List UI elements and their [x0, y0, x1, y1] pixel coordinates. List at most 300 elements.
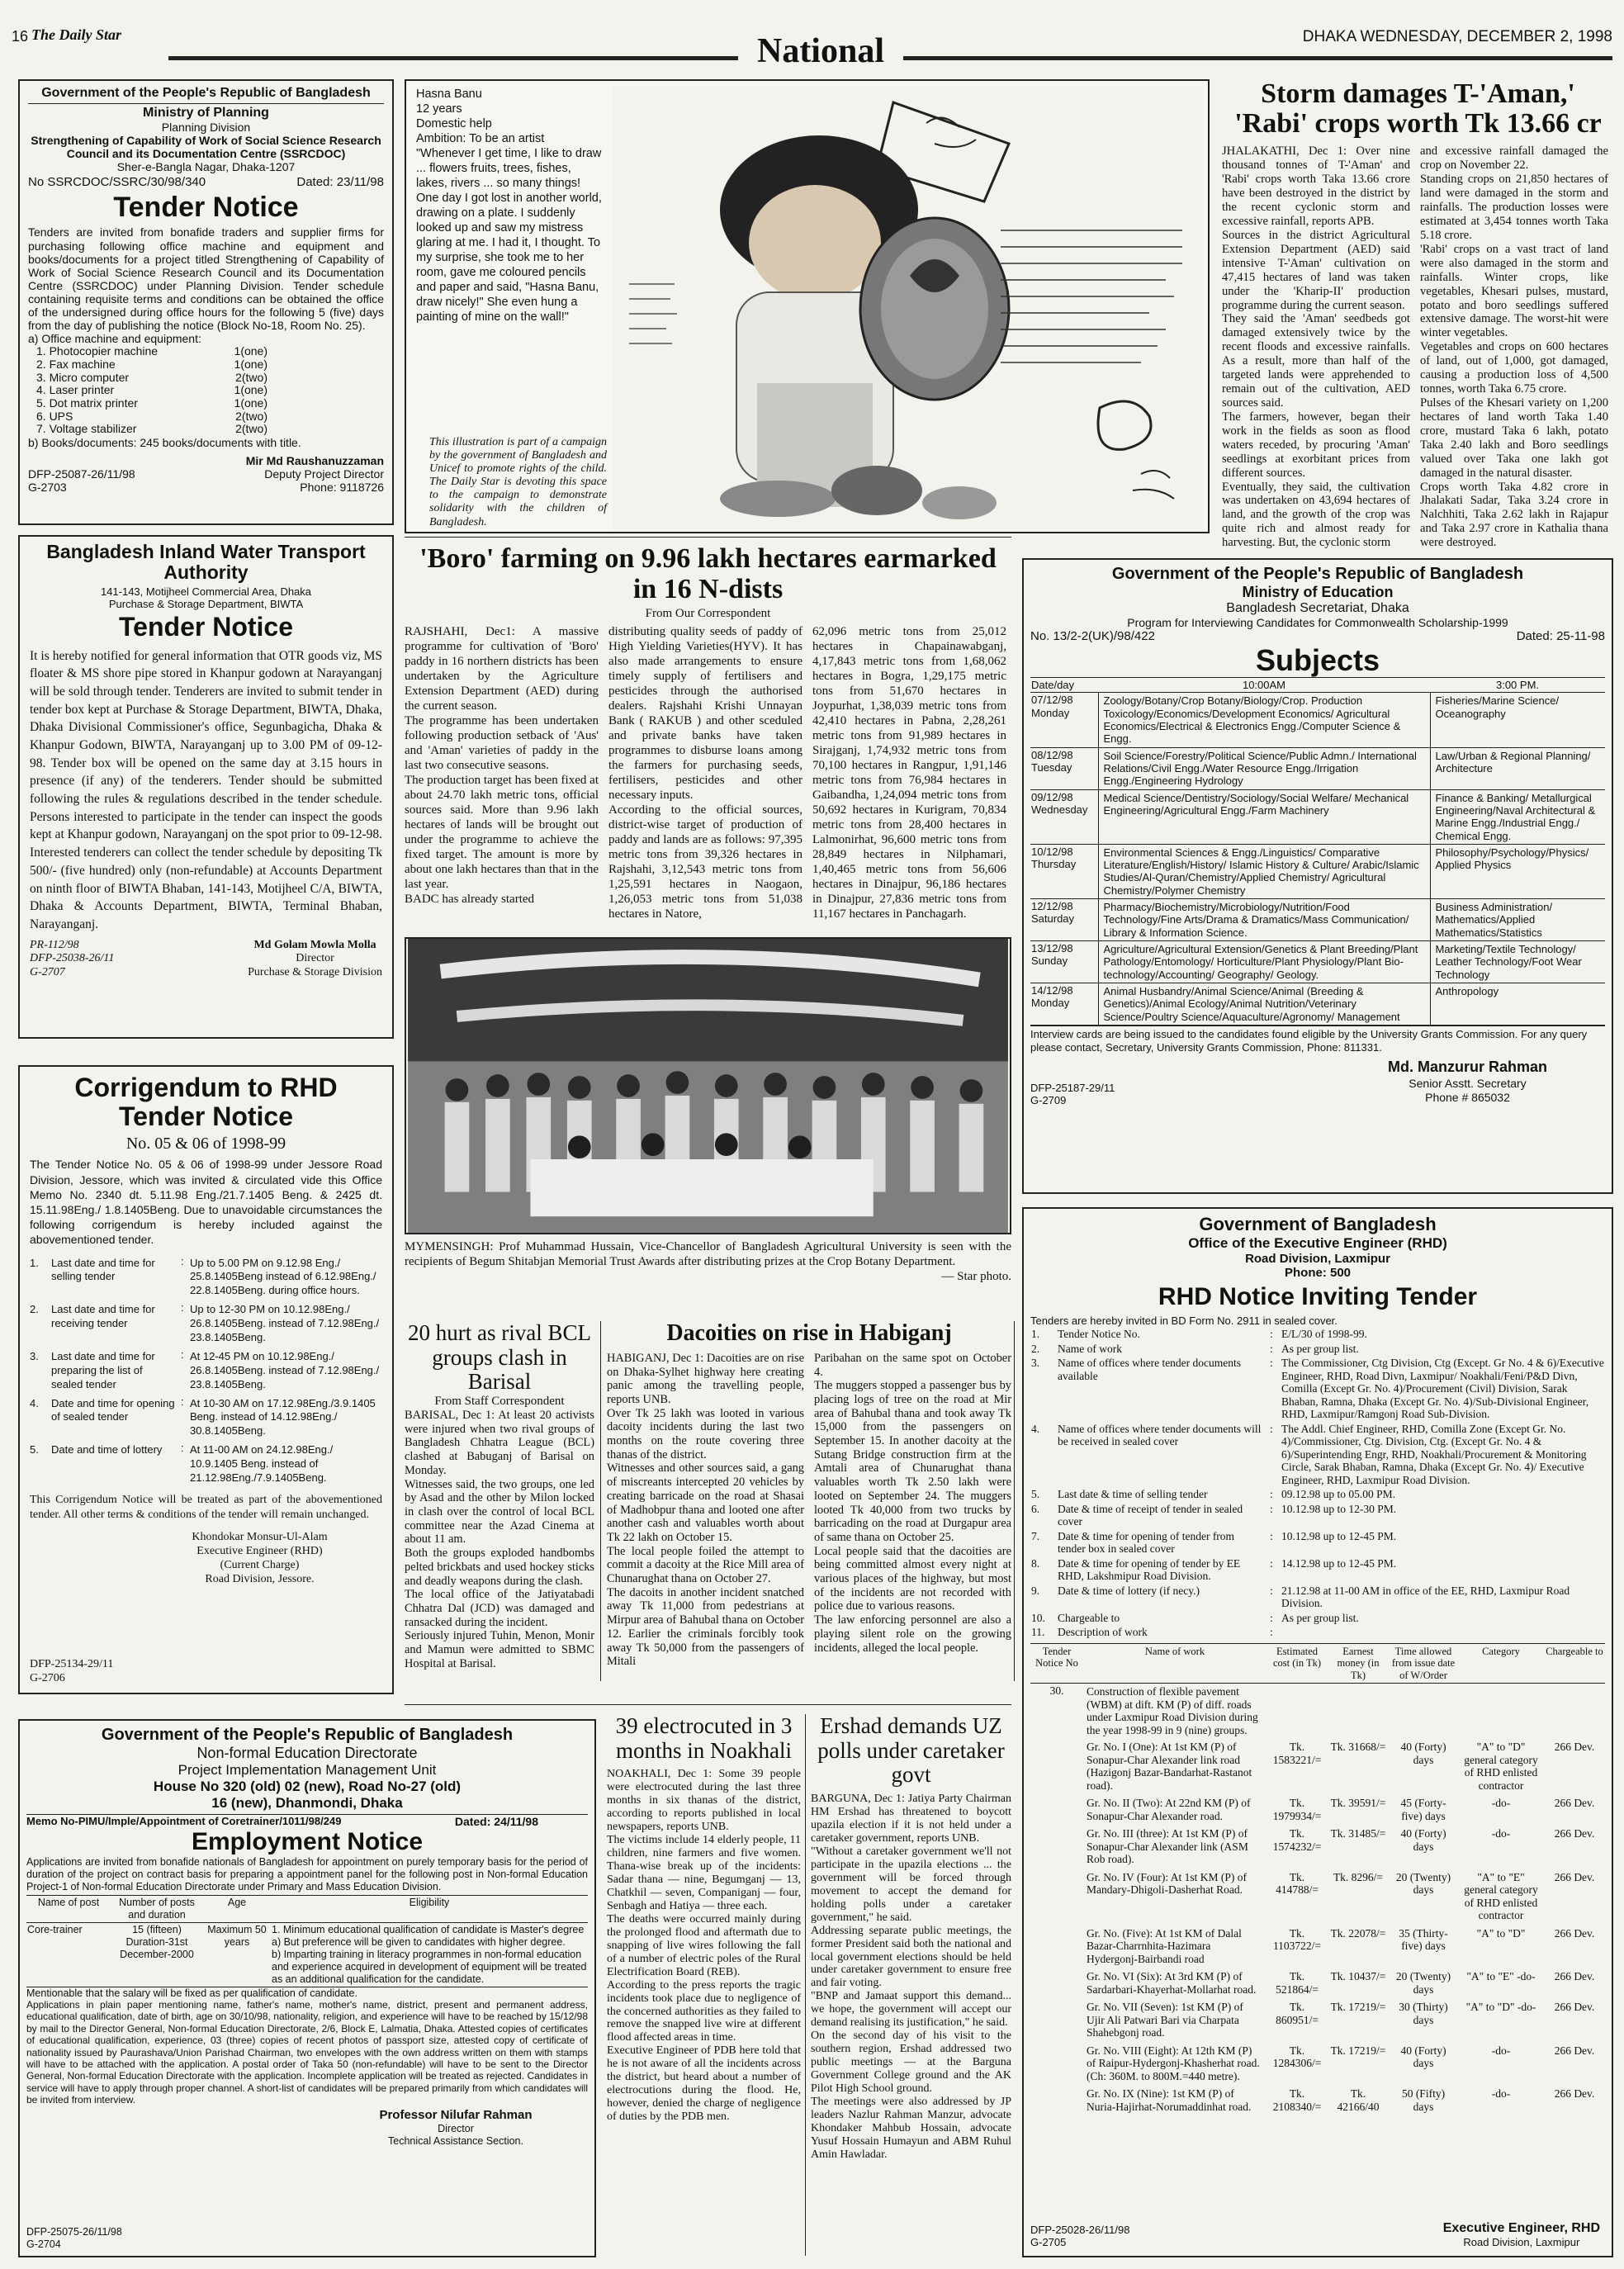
ad-phone: Phone: 9118726 — [300, 480, 384, 494]
habiganj-col-1: HABIGANJ, Dec 1: Dacoities are on rise on Dhaka-Sylhet highway here creating panic among the travelling people, reports UNB. Over Tk 25 lakh was looted in various dacoity incidents during the last two months on the route covering three thanas of the district. Witnesses and other sources said, a gang of miscreants intercepted 20 vehicles by creating barricade on the road at Shasai of Madhobpur thana and looted one after another cash and valuables worth about Tk 22 lakh on October 15. The local people foiled the attempt to commit a dacoity at the Rice Mill area of Chunarughat thana on October 27. The dacoits in another incident snatched away Tk 11,000 from pedestrians at Mirpur area of Bahubal thana on October 12. Earlier the criminals forcibly took away Tk 50,000 from the passengers of Mitali — [607, 1351, 804, 1669]
rhdt-th: Estimated cost (in Tk) — [1272, 1645, 1322, 1670]
rhdt-empty-cell — [1030, 1825, 1083, 1869]
nfe-elig-item: a) But preference will be given to candidates with higher degree. — [272, 1936, 566, 1948]
edu-row-am: Pharmacy/Biochemistry/Microbiology/Nutrition/Food Technology/Fine Arts/Drama & Dramatics/Mass Communication/ Library & Information Science. — [1098, 899, 1430, 941]
nfe-date: Dated: 24/11/98 — [454, 1815, 538, 1828]
nfe-post: Core-trainer — [27, 1924, 83, 1935]
equipment-qty: 1(one) — [234, 383, 268, 397]
equipment-item — [36, 397, 268, 410]
edu-row-date-cell — [1030, 983, 1098, 1026]
biwta-pr: PR-112/98 — [30, 938, 79, 951]
biwta-address: 141-143, Motijheel Commercial Area, Dhaka — [100, 585, 312, 598]
corr-dfp: DFP-25134-29/11 — [30, 1658, 114, 1671]
table-row — [30, 1300, 382, 1348]
rhdt-group-est: Tk. 414788/= — [1276, 1870, 1319, 1897]
edu-row-date: 07/12/98 — [1031, 694, 1073, 707]
award-credit: — Star photo. — [941, 1270, 1011, 1283]
equipment-item — [36, 384, 268, 397]
rhdt-div: Road Division, Laxmipur — [1245, 1252, 1390, 1266]
rhdt-group-est: Tk. 1574232/= — [1272, 1827, 1322, 1853]
storm-col-2: and excessive rainfall damaged the crop on November 22. Standing crops on 21,850 hectares of land were damaged in the storm and rainfalls. The production losses were estimated at 3,454 tonnes worth Taka 5.18 crore. 'Rabi' crops on a vast tract of land were also damaged in the storm and rainfalls. Winter crops, like vegetables, Khesari pulses, mustard, potato and boro seedlings suffered extensive damage. The worst-hit were winter vegetables. Vegetables and crops on 600 hectares of land, out of 1,000, got damaged, causing a production loss of 4,500 tonnes, worth Taka 6.75 crore. Pulses of the Khesari variety on 1,200 hectares of land worth Taka 1.40 crore, mustard Taka 6 lakh, potato Taka 2.40 lakh and Boro seedlings valued over Taka one lakh got damaged in the natural disaster. Crops worth Taka 4.82 crore in Jhalakati Sadar, Taka 3.24 crore in Nalchhiti, Taka 2.62 lakh in Rajapur and Taka 2.97 crore in Kathalia thana were destroyed. — [1420, 144, 1608, 550]
edu-row-am: Environmental Sciences & Engg./Linguistics/ Comparative Literature/English/History/ Islamic History & Culture/ Arabic/Islamic Studies/Al-Quran/Chemistry/Applied Chemistry/ Agricultural Chemistry/Polymer Chemistry — [1098, 844, 1430, 898]
equipment-qty: 1(one) — [234, 344, 268, 358]
biwta-signer-title: Director — [296, 952, 334, 965]
rhdt-group-earnest: Tk. 39591/= — [1330, 1797, 1386, 1810]
nfe-title: Employment Notice — [191, 1828, 424, 1855]
rhdt-empty-cell — [1030, 1925, 1083, 1968]
table-row — [30, 1254, 382, 1301]
table-row — [1030, 2042, 1605, 2086]
table-row — [1030, 693, 1605, 747]
nfe-employment-ad — [18, 1719, 596, 2257]
table-row — [1030, 1925, 1605, 1968]
storm-article — [1222, 78, 1614, 550]
nfe-eligibility — [271, 1923, 588, 1987]
rhdt-group-est: Tk. 1979934/= — [1272, 1797, 1322, 1822]
rhdt-group-est: Tk. 1284306/= — [1272, 2044, 1322, 2070]
rhdt-field-num: 3. — [1031, 1357, 1040, 1370]
nfe-th: Name of post — [37, 1897, 100, 1908]
rhdt-signer: Executive Engineer, RHD — [1442, 2221, 1600, 2236]
bcl-article — [405, 1321, 594, 1684]
equipment-qty: 1(one) — [234, 396, 268, 410]
nfe-memo: Memo No-PIMU/Imple/Appointment of Coretrainer/1011/98/249 — [26, 1815, 342, 1827]
rhdt-empty-cell — [1030, 2042, 1083, 2086]
rhdt-group-charge: 266 Dev. — [1554, 1870, 1595, 1883]
rhdt-group-cat: "A" to "E" -do- — [1466, 1970, 1536, 1983]
edu-row-date-cell — [1030, 899, 1098, 941]
rhdt-field-num: 4. — [1031, 1422, 1040, 1435]
rhdt-empty-cell — [1030, 1869, 1083, 1925]
rhdt-empty-cell — [1030, 2085, 1083, 2115]
rhdt-field-key: Date & time for opening of tender from tender box in sealed cover — [1058, 1529, 1235, 1556]
award-photo-block — [405, 937, 1011, 1313]
table-row — [1030, 2085, 1605, 2115]
rhdt-empty-cell — [1458, 1683, 1544, 1738]
rhdt-empty-cell — [1030, 1968, 1083, 1998]
equipment-name: 6. UPS — [36, 409, 73, 423]
edu-row-date-cell — [1030, 844, 1098, 898]
ershad-headline: Ershad demands UZ polls under caretaker govt — [817, 1713, 1005, 1788]
nfe-unit: Project Implementation Management Unit — [178, 1762, 437, 1778]
rhdt-group-cat: -do- — [1491, 1797, 1511, 1810]
rhdt-field-sep: : — [1270, 1342, 1273, 1355]
edu-th-am: 10:00AM — [1242, 678, 1286, 691]
equipment-item — [36, 345, 268, 358]
edu-date: Dated: 25-11-98 — [1516, 629, 1605, 643]
corr-title-2: Tender Notice — [119, 1101, 293, 1132]
habiganj-headline: Dacoities on rise in Habiganj — [666, 1320, 952, 1346]
edu-row-pm: Business Administration/ Mathematics/Applied Mathematics/Statistics — [1430, 899, 1605, 941]
edu-row-date-cell — [1030, 941, 1098, 983]
ad-project: Strengthening of Capability of Work of Social Science Research Council and its Documentation Centre (SSRCDOC) — [31, 134, 381, 161]
rhdt-group-work: Gr. No. (Five): At 1st KM of Dalal Bazar-Charrnhita-Hazimara Hydergonj-Bairbandi road — [1087, 1926, 1242, 1965]
edu-program: Program for Interviewing Candidates for Commonwealth Scholarship-1999 — [1127, 616, 1508, 629]
rhdt-group-work: Gr. No. IV (Four): At 1st KM (P) of Mandary-Dhigoli-Dasherhat Road. — [1087, 1870, 1248, 1897]
rhdt-field-key: Date & time of receipt of tender in sealed cover — [1058, 1502, 1243, 1528]
edu-note: Interview cards are being issued to the candidates found eligible by the University Grants Commission. For any query please contact, Secretary, University Grants Commission, Phone: 811331. — [1030, 1026, 1605, 1054]
planning-tender-ad — [18, 79, 394, 525]
corr-row-key: Last date and time for selling tender — [51, 1256, 155, 1283]
rhdt-field-num: 7. — [1031, 1529, 1040, 1542]
table-row — [1030, 899, 1605, 941]
biwta-signer: Md Golam Mowla Molla — [253, 938, 376, 951]
corr-title-1: Corrigendum to RHD — [74, 1073, 338, 1102]
equipment-qty: 2(two) — [235, 422, 268, 436]
edu-row-date-cell — [1030, 747, 1098, 789]
rhd-tender-ad — [1022, 1207, 1613, 2257]
edu-ministry: Ministry of Education — [1242, 584, 1394, 600]
table-row — [1030, 1998, 1605, 2042]
rhdt-group-earnest: Tk. 22078/= — [1330, 1926, 1386, 1940]
corr-table — [30, 1254, 382, 1488]
rhdt-group-earnest: Tk. 31668/= — [1330, 1741, 1386, 1754]
table-row — [1030, 1683, 1605, 1738]
edu-row-pm: Law/Urban & Regional Planning/ Architecture — [1430, 747, 1605, 789]
rhdt-field-key: Name of offices where tender documents available — [1058, 1357, 1242, 1382]
table-row — [1030, 1487, 1605, 1502]
rhdt-g-code: G-2705 — [1030, 2236, 1067, 2249]
rhdt-group-time: 50 (Fifty) days — [1401, 2087, 1446, 2113]
equipment-name: 4. Laser printer — [36, 383, 115, 397]
biwta-dfp: DFP-25038-26/11 — [30, 952, 115, 965]
rhdt-field-value: As per group list. — [1281, 1611, 1359, 1624]
rhdt-group-charge: 266 Dev. — [1554, 2087, 1595, 2101]
page-number: 16 — [12, 28, 29, 45]
nfe-signer-sub: Technical Assistance Section. — [388, 2134, 523, 2147]
corr-signer-sub: (Current Charge) — [220, 1558, 300, 1571]
rhdt-group-time: 20 (Twenty) days — [1395, 1870, 1451, 1897]
corr-row-sep: : — [181, 1442, 184, 1455]
edu-row-date: 09/12/98 — [1031, 790, 1073, 803]
rhdt-field-key: Description of work — [1058, 1626, 1148, 1639]
nfe-th: Number of posts and duration — [119, 1897, 195, 1921]
table-row — [1030, 789, 1605, 844]
rhdt-group-earnest: Tk. 17219/= — [1330, 2001, 1386, 2014]
rhdt-field-value — [1281, 1625, 1605, 1640]
biwta-org: Bangladesh Inland Water Transport Authority — [46, 541, 366, 584]
edu-th-date: Date/day — [1031, 678, 1075, 691]
ad-gov: Government of the People's Republic of Bangladesh — [28, 86, 384, 104]
biwta-body: It is hereby notified for general information that OTR goods viz, MS floater & MS shore pipe stored in Khanpur godown at Narayanganj will be sold through tender. Tenderers are invited to submit tender in tender box kept at Purchase & Storage Department, BIWTA, Dhaka, Dhaka Divisional Commissioner's office, Segunbagicha, Dhaka & Khanpur Godown, BIWTA, Narayanganj up to 3.00 PM of 09-12-98. Tender box will be opened on the same day at 3.15 hours in presence (if any) of the tenderers. Tender should be submitted following the rules & regulations described in the tender schedule. Persons interested to participate in the tender can inspect the goods kept at Khanpur godown, Narayanganj on the spot prior to 09-12-98. Interested tenderers can collect the tender schedule by depositing Tk 500/- (five hundred) only (non-refundable) at Accounts Department on ninth floor of BIWTA Bhaban, 141-143, Motijheel C/A, BIWTA, Dhaka & Accounts Department, BIWTA, Terminal Bhaban, Narayanganj. — [30, 648, 383, 931]
rhdt-group-charge: 266 Dev. — [1554, 1741, 1595, 1754]
corr-row-value: At 10-30 AM on 17.12.98Eng./3.9.1405 Beng. instead of 14.12.98Eng./ 30.8.1405Beng. — [190, 1396, 376, 1438]
rhdt-empty-cell — [1544, 1683, 1605, 1738]
corr-row-key: Last date and time for preparing the list of sealed tender — [51, 1349, 155, 1390]
edu-row-date-cell — [1030, 693, 1098, 747]
rhdt-group-earnest: Tk. 31485/= — [1330, 1827, 1386, 1840]
edu-row-am: Zoology/Botany/Crop Botany/Biology/Crop. Production Toxicology/Economics/Development Economics/ Agricultural Economics/Electrical & Electronics Engg./Computer Science & Engg. — [1098, 693, 1430, 747]
rhdt-group-charge: 266 Dev. — [1554, 1797, 1595, 1810]
unicef-illustration — [613, 86, 1203, 530]
nfe-body: Applications in plain paper mentioning name, father's name, mother's name, district, present and permanent address, educational qualification, date of birth, age on 30/10/98, nationality, religion, and experience will have to be reached by 15/12/98 by mail to the Director General, Non-formal Education Directorate, 2/6, Block E, Lalmatia, Dhaka. Attested copies of certificates of educational qualification, experience, 03 (three) copies of recent photos of passport size, attested copy of certificate of nationality issued by Paurashava/Union Parishad Chairman, two envelopes with the own address written on them with stamps will have to be attached with the application. A postal order of Taka 50 (non-refundable) will have to be sent to the Director General, Non-formal Education Directorate with the application. Incomplete application will be treated as rejected. Candidates in service will have to apply through proper channel. A short-list of candidates will be prepared primarily from which candidates will be invited from interview. — [26, 1999, 588, 2106]
rhdt-field-key: Name of offices where tender documents will be received in sealed cover — [1058, 1422, 1262, 1448]
equipment-item — [36, 410, 268, 424]
edu-row-day: Tuesday — [1031, 760, 1072, 774]
rhdt-field-value: 09.12.98 up to 05.00 PM. — [1281, 1488, 1396, 1501]
rhdt-field-sep: : — [1270, 1422, 1273, 1435]
table-row — [1030, 983, 1605, 1026]
rhdt-field-sep: : — [1270, 1584, 1273, 1597]
table-row — [30, 1395, 382, 1442]
nfe-house: House No 320 (old) 02 (new), Road No-27 (old) — [153, 1779, 462, 1794]
noakhali-article — [607, 1714, 801, 2259]
rhdt-group-work: Gr. No. II (Two): At 22nd KM (P) of Sonapur-Char Alexander road. — [1087, 1797, 1251, 1822]
edu-signer: Md. Manzurur Rahman — [1387, 1059, 1547, 1076]
corr-row-key: Date and time of lottery — [51, 1443, 163, 1457]
rhdt-field-value: The Addl. Chief Engineer, RHD, Comilla Zone (Except Gr. No. 4)/Commissioner, Ctg. Division, Ctg. (Except Gr. No. 4 & 6)/Superintending Engr, RHD, Noakhali/Procurement & Monitoring Circle, Sarak Bhaban, Ramna, Dhaka (Except Gr. No. 4)/ Executive Engineer, RHD, Laxmipur Road Division. — [1281, 1422, 1587, 1486]
edu-row-day: Thursday — [1031, 858, 1077, 871]
noakhali-headline: 39 electrocuted in 3 months in Noakhali — [615, 1713, 793, 1763]
rhdt-field-sep: : — [1270, 1626, 1273, 1639]
edu-row-date: 12/12/98 — [1031, 900, 1073, 913]
equipment-qty: 2(two) — [235, 409, 268, 423]
ershad-body: BARGUNA, Dec 1: Jatiya Party Chairman HM Ershad has threatened to boycott upazila election if it is not held under a caretaker government, reports UNB. "Without a caretaker government we'll not participate in the upazila elections ... the government will be forced through movement to accept the demand for holding polls under a caretaker government," he said. Addressing separate public meetings, the former President said both the national and local government elections should be held under caretaker government to ensure free and fair voting. "BNP and Jamaat support this demand... we hope, the government will accept our demand realising its justification," he said. On the second day of his visit to the southern region, Ershad addressed two public meetings — at the Barguna Government College ground and the AK Pilot High School ground. The meetings were also addressed by JP leaders Nazlur Rahman Manzur, advocate Khondaker Mahbub Hossain, advocate Yusuf Hossain Humayun and ABM Ruhul Amin Hawladar. — [811, 1793, 1011, 2161]
education-subjects-ad — [1022, 558, 1613, 1194]
rhdt-th: Time allowed from issue date of W/Order — [1391, 1645, 1456, 1681]
nfe-elig-item: b) Imparting training in literacy programmes in non-formal education and experience acquired in development of equipment will be treated as an additional qualification for the candidate. — [272, 1949, 587, 1985]
ad-ministry: Ministry of Planning — [143, 106, 269, 120]
edu-row-pm: Marketing/Textile Technology/ Leather Technology/Foot Wear Technology — [1430, 941, 1605, 983]
edu-ref-no: No. 13/2-2(UK)/98/422 — [1030, 629, 1155, 643]
corr-row-value: Up to 5.00 PM on 9.12.98 Eng./ 25.8.1405Beng instead of 6.12.98Eng./ 22.8.1405Beng. during office hours. — [190, 1256, 376, 1297]
edu-dfp: DFP-25187-29/11 — [1030, 1082, 1115, 1095]
masthead — [12, 23, 1612, 71]
award-caption-text: MYMENSINGH: Prof Muhammad Hussain, Vice-Chancellor of Bangladesh Agricultural University is seen with the recipients of Begum Shitabjan Memorial Trust Awards after distributing prizes at the Crop Botany Department. — [405, 1240, 1011, 1268]
edu-address: Bangladesh Secretariat, Dhaka — [1226, 601, 1409, 615]
rhdt-group-earnest: Tk. 17219/= — [1330, 2044, 1386, 2057]
corr-row-sep: : — [181, 1254, 184, 1267]
nfe-elig-item: 1. Minimum educational qualification of candidate is Master's degree — [272, 1924, 585, 1935]
rhdt-field-num: 6. — [1031, 1502, 1040, 1515]
rhdt-dfp: DFP-25028-26/11/98 — [1030, 2223, 1130, 2236]
corr-row-sep: : — [181, 1348, 184, 1361]
edu-row-date-cell — [1030, 789, 1098, 844]
rhdt-group-no: 30. — [1049, 1684, 1064, 1697]
rhdt-group-cat: "A" to "E" general category of RHD enlisted contractor — [1464, 1870, 1538, 1922]
equipment-item — [36, 358, 268, 372]
nfe-gov: Government of the People's Republic of Bangladesh — [101, 1726, 514, 1744]
table-row — [1030, 1342, 1605, 1357]
section-title: National — [756, 32, 884, 70]
rhdt-group-est: Tk. 2108340/= — [1272, 2087, 1322, 2113]
dateline: DHAKA WEDNESDAY, DECEMBER 2, 1998 — [1302, 28, 1612, 45]
ad-date: Dated: 23/11/98 — [296, 175, 384, 190]
unicef-caption: Hasna Banu 12 years Domestic help Ambition: To be an artist "Whenever I get time, I like to draw ... flowers fruits, trees, fishes, lakes, rivers ... so many things! One day I got lost in another world, drawing on a plate. I suddenly looked up and saw my mistress glaring at me. I had it, I thought. To my surprise, she took me to her room, gave me coloured pencils and paper and said, "Hasna Banu, draw nicely!" She even hung a painting of mine on the wall!" — [416, 88, 602, 324]
rhdt-group-cat: -do- — [1491, 1827, 1511, 1840]
rhdt-gov: Government of Bangladesh — [1199, 1214, 1437, 1234]
nfe-age: Maximum 50 years — [207, 1924, 267, 1948]
table-row — [1030, 1584, 1605, 1611]
corr-signer: Khondokar Monsur-Ul-Alam — [192, 1531, 328, 1544]
edu-row-date: 10/12/98 — [1031, 845, 1073, 858]
rhdt-group-work: Gr. No. III (three): At 1st KM (P) of Sonapur-Char Alexander link (ASM Rob road). — [1087, 1827, 1248, 1866]
corr-row-key: Last date and time for receiving tender — [51, 1303, 155, 1330]
equipment-qty: 1(one) — [234, 357, 268, 371]
biwta-title: Tender Notice — [119, 611, 293, 642]
rhdt-group-cat: "A" to "D" -do- — [1465, 2001, 1536, 2014]
rhdt-intro: Tenders are hereby invited in BD Form No. 2911 in sealed cover. — [1030, 1315, 1338, 1327]
rhdt-group-desc: Construction of flexible pavement (WBM) at dift. KM (P) of diff. roads under Laxmipur Road Division during the year 1998-99 in 9 (nine) groups. — [1087, 1684, 1258, 1736]
rhdt-empty-cell — [1267, 1683, 1328, 1738]
rhdt-group-charge: 266 Dev. — [1554, 1926, 1595, 1940]
edu-row-pm: Philosophy/Psychology/Physics/ Applied Physics — [1430, 844, 1605, 898]
table-row — [1030, 747, 1605, 789]
rhdt-field-sep: : — [1270, 1556, 1273, 1570]
paper-name: The Daily Star — [31, 26, 122, 43]
rhdt-group-charge: 266 Dev. — [1554, 1827, 1595, 1840]
bcl-body: BARISAL, Dec 1: At least 20 activists were injured when two rival groups of Bangladesh Chhatra League (BCL) clashed at Babuganj of Barisal on Monday. Witnesses said, the two groups, one led by Asad and the other by Milon locked in clash over the control of local BCL committee near the Azad Cinema at about 11 am. Both the groups exploded handbombs pelted brickbats and used hockey sticks and deadly weapons during the clash. The local office of the Jatiyatabadi Chhatra Dal (JCD) was damaged and ransacked during the incident. Seriously injured Tuhin, Menon, Monir and Mamun were admitted to SBMC Hospital at Barisal. — [405, 1409, 594, 1670]
rhdt-group-charge: 266 Dev. — [1554, 2001, 1595, 2014]
edu-row-pm: Anthropology — [1430, 983, 1605, 1026]
table-row — [1030, 1738, 1605, 1794]
rhdt-group-est: Tk. 521864/= — [1276, 1970, 1319, 1996]
rhdt-signer-div: Road Division, Laxmipur — [1463, 2236, 1580, 2249]
biwta-g-code: G-2707 — [30, 966, 65, 979]
rhdt-group-cat: -do- — [1491, 2087, 1511, 2101]
rhdt-group-cat: "A" to "D" general category of RHD enlisted contractor — [1464, 1741, 1538, 1792]
ad-books: b) Books/documents: 245 books/documents with title. — [28, 435, 301, 449]
ad-dfp: DFP-25087-26/11/98 — [28, 467, 135, 481]
equipment-name: 2. Fax machine — [36, 357, 116, 371]
rhdt-field-sep: : — [1270, 1488, 1273, 1501]
nfe-intro: Applications are invited from bonafide nationals of Bangladesh for appointment on purely temporary basis for the period of duration of the project on contract basis for preparing a appointment panel for the following post in Non-formal Education Project-1 of Non-formal Education Directorate under Primary and Mass Education Division. — [26, 1856, 588, 1892]
edu-gov: Government of the People's Republic of Bangladesh — [1111, 565, 1524, 583]
ad-signer-title: Deputy Project Director — [264, 467, 384, 481]
edu-row-pm: Finance & Banking/ Metallurgical Engineering/Naval Architectural & Marine Engg./Industrial Engg./ Chemical Engg. — [1430, 789, 1605, 844]
rhdt-title: RHD Notice Inviting Tender — [1158, 1283, 1478, 1310]
table-row — [1030, 1502, 1605, 1529]
rhdt-group-cat: "A" to "D" — [1476, 1926, 1526, 1940]
corr-intro: The Tender Notice No. 05 & 06 of 1998-99 under Jessore Road Division, Jessore, which was invited & circulated vide this Office Memo No. 2340 dt. 5.11.98 Eng./21.7.1405 Beng. & 2425 dt. 15.11.98Eng./ 1.8.1405Beng. Due to unavoidable circumstances the following corrigendum is hereby included against the abovementioned tender. — [30, 1158, 382, 1247]
rhdt-field-key: Tender Notice No. — [1058, 1328, 1140, 1340]
edu-row-date: 13/12/98 — [1031, 942, 1073, 955]
rhdt-th: Category — [1482, 1645, 1520, 1657]
equipment-item — [36, 423, 268, 436]
rhdt-field-value: 14.12.98 up to 12-45 PM. — [1281, 1556, 1397, 1570]
edu-row-day: Wednesday — [1031, 803, 1088, 816]
corr-row-value: Up to 12-30 PM on 10.12.98Eng./ 26.8.1405Beng. instead of 7.12.98Eng./ 23.8.1405Beng. — [190, 1303, 380, 1343]
rhdt-field-num: 10. — [1031, 1611, 1045, 1624]
equipment-qty: 2(two) — [235, 370, 268, 384]
rhdt-group-time: 40 (Forty) days — [1400, 2044, 1446, 2070]
rhdt-th: Chargeable to — [1546, 1645, 1603, 1657]
edu-title: Subjects — [1255, 643, 1380, 678]
ad-division: Planning Division — [161, 121, 251, 134]
boro-col-1: RAJSHAHI, Dec1: A massive programme for cultivation of 'Boro' paddy in 16 northern districts has been undertaken by the Agriculture Extension Department (AED) during the current season. The programme has been undertaken following production setback of 'Aus' and 'Aman' varieties of paddy in the last two consecutive seasons. The production target has been fixed at about 24.70 lakh metric tons, official sources said. More than 9.96 lakh hectares of lands will be brought out under the programme to achieve the fixed target. The amount is more by about one lakh hectares than that in the last year. BADC has already started — [405, 624, 599, 906]
corr-row-sep: : — [181, 1301, 184, 1315]
rhdt-fields-table — [1030, 1327, 1605, 1640]
boro-col-2: distributing quality seeds of paddy of High Yielding Varieties(HYV). It has also made arrangements to ensure timely supply of fertilisers and pesticides through the authorised dealers. Rajshahi Krishi Unnayan Bank ( RAKUB ) and other sceduled and private banks have taken programmes to disburse loans among the farmers for purchasing seeds, fertilisers, pesticides and other necessary inputs. According to the official sources, district-wise target of production of paddy and lands are as follows: 97,395 metric tons from 39,326 hectares in Rajshahi, 3,12,543 metric tons from 1,25,591 hectares in Naogaon, 1,26,053 metric tons from 51,038 hectares in Natore, — [608, 624, 803, 921]
rhdt-empty-cell — [1030, 1794, 1083, 1825]
corr-row-key: Date and time for opening of sealed tender — [51, 1396, 175, 1423]
rhdt-empty-cell — [1030, 1998, 1083, 2042]
noakhali-body: NOAKHALI, Dec 1: Some 39 people were electrocuted during the last three months in six thanas of the district, according to reports published in local newspapers, reports UNB. The victims include 14 elderly people, 11 children, nine farmers and five women. Thana-wise break up of the incidents: Sadar thana — nine, Begumganj — 13, Chatkhil — seven, Companiganj — four, Senbagh and Hatiya — three each. The deaths were occurred mainly during the prolonged flood and aftermath due to snapping of live wires following the fall of a number of electric poles of the Rural Electrification Board (REB). According to the press reports the tragic incidents took place due to negligence of the concerned authorities as they failed to remove the snapped live wire at different flood affected areas in time. Executive Engineer of PDB here told that he is not aware of all the incidents across the district, but heard about a number of electrocutions during the flood. He, however, denied the charge of negligence of duties by the PDB men. — [607, 1768, 801, 2124]
rhdt-th: Tender Notice No — [1035, 1645, 1078, 1670]
edu-row-am: Agriculture/Agricultural Extension/Genetics & Plant Breeding/Plant Pathology/Entomology/ Horticulture/Plant Physiology/Plant Bio-technology/Accounting/ Geography/ Geology. — [1098, 941, 1430, 983]
nfe-area: 16 (new), Dhanmondi, Dhaka — [211, 1795, 403, 1811]
rhdt-group-work: Gr. No. VII (Seven): 1st KM (P) of Ujir Ali Patwari Bari via Charpata Shahebgonj road. — [1087, 2001, 1243, 2039]
edu-row-day: Sunday — [1031, 954, 1068, 968]
rhdt-groups-table — [1030, 1643, 1605, 2116]
rhdt-group-time: 30 (Thirty) days — [1399, 2001, 1448, 2026]
rhdt-group-time: 20 (Twenty) days — [1395, 1970, 1451, 1996]
edu-row-am: Animal Husbandry/Animal Science/Animal (Breeding & Genetics)/Animal Ecology/Animal Nutrition/Veterinary Science/Poultry Science/Aquaculture/Agronomy/ Management — [1098, 983, 1430, 1026]
corr-no: No. 05 & 06 of 1998-99 — [125, 1134, 286, 1153]
rhdt-field-sep: : — [1270, 1328, 1273, 1340]
corr-row-sep: : — [181, 1395, 184, 1408]
bcl-headline: 20 hurt as rival BCL groups clash in Barisal — [408, 1320, 591, 1395]
equipment-name: 3. Micro computer — [36, 370, 130, 384]
edu-row-date: 14/12/98 — [1031, 984, 1073, 997]
corr-row-num: 3. — [30, 1349, 39, 1362]
rhdt-empty-cell — [1328, 1683, 1389, 1738]
rhdt-field-num: 2. — [1031, 1342, 1040, 1355]
rhdt-group-time: 40 (Forty) days — [1400, 1827, 1446, 1853]
rhdt-group-earnest: Tk. 10437/= — [1330, 1970, 1386, 1983]
corr-row-num: 4. — [30, 1396, 39, 1409]
rhdt-field-value: As per group list. — [1281, 1342, 1359, 1355]
nfe-dir: Non-formal Education Directorate — [196, 1745, 418, 1761]
rhdt-office: Office of the Executive Engineer (RHD) — [1188, 1235, 1447, 1251]
edu-signer-title: Senior Asstt. Secretary — [1409, 1076, 1527, 1090]
rhdt-group-earnest: Tk. 8296/= — [1333, 1870, 1384, 1883]
corr-outro: This Corrigendum Notice will be treated as part of the abovementioned tender. All other terms & conditions of the tender will remain unchanged. — [30, 1493, 382, 1522]
edu-th-pm: 3:00 PM. — [1495, 678, 1540, 691]
edu-row-day: Saturday — [1031, 912, 1075, 926]
nfe-th: Eligibility — [409, 1897, 450, 1908]
equipment-item — [36, 372, 268, 385]
corr-row-num: 2. — [30, 1303, 39, 1316]
nfe-signer-title: Director — [438, 2122, 474, 2134]
boro-article — [405, 543, 1011, 927]
corr-g-code: G-2706 — [30, 1672, 65, 1685]
table-row — [1030, 941, 1605, 983]
corr-row-num: 1. — [30, 1256, 39, 1269]
rhdt-field-value: 10.12.98 up to 12-45 PM. — [1281, 1529, 1397, 1542]
unicef-note: This illustration is part of a campaign by the government of Bangladesh and Unicef to promote rights of the child. The Daily Star is devoting this space to the campaign to demonstrate solidarity with the children of Bangladesh. — [429, 436, 607, 528]
boro-headline: 'Boro' farming on 9.96 lakh hectares earmarked in 16 N-dists — [419, 543, 997, 605]
boro-byline: From Our Correspondent — [645, 606, 771, 620]
storm-headline: Storm damages T-'Aman,' 'Rabi' crops worth Tk 13.66 cr — [1234, 78, 1602, 139]
edu-row-pm: Fisheries/Marine Science/ Oceanography — [1430, 693, 1605, 747]
table-row — [1030, 1869, 1605, 1925]
rhdt-field-num: 8. — [1031, 1556, 1040, 1570]
ad-body: Tenders are invited from bonafide traders and supplier firms for purchasing following office machine and equipment and books/documents for a project titled Strengthening of Capability of Work of Social Science Research Council and its Documentation Centre (SSRCDOC) under Planning Division. Tender schedule containing requisite terms and conditions can be obtained the office of the undersigned during office hours for the following 5 (five) days from the day of publishing the notice (Block No-18, Room No. 25). — [28, 225, 384, 333]
equipment-name: 7. Voltage stabilizer — [36, 422, 137, 436]
rhdt-group-work: Gr. No. VIII (Eight): At 12th KM (P) of Raipur-Hydergonj-Khasherhat road. (Ch: 360M. to 800M.=440 metre). — [1087, 2044, 1260, 2082]
ad-g-code: G-2703 — [28, 480, 67, 494]
biwta-tender-ad — [18, 535, 394, 1039]
rhdt-group-earnest: Tk. 42166/40 — [1337, 2087, 1380, 2113]
equipment-name: 5. Dot matrix printer — [36, 396, 138, 410]
rhdt-th: Name of work — [1144, 1645, 1205, 1657]
corr-row-num: 5. — [30, 1443, 39, 1457]
rhdt-empty-cell — [1389, 1683, 1458, 1738]
bcl-byline: From Staff Correspondent — [434, 1395, 565, 1409]
award-photo — [405, 937, 1011, 1234]
biwta-division: Purchase & Storage Department, BIWTA — [108, 597, 304, 610]
equipment-list — [28, 345, 268, 436]
equipment-name: 1. Photocopier machine — [36, 344, 159, 358]
ershad-article — [811, 1714, 1011, 2259]
rhdt-field-value: The Commissioner, Ctg Division, Ctg (Except. Gr No. 4 & 6)/Executive Engineer, RHD, Road Divn, Laxmipur/ Noakhali/Feni/P&D Divn, Comilla (Except Gr. No. 4)/Procurement (Civil) Division, Sarak Bhaban, Ramna, Dhaka (Except Gr. No. 4)/Sub-Divisional Engineer, RHD, Laxmipur/Ramgonj Road Sub-Division. — [1281, 1357, 1604, 1421]
ad-title: Tender Notice — [113, 192, 299, 224]
rhdt-group-work: Gr. No. IX (Nine): 1st KM (P) of Nuria-Hajirhat-Norumaddinhat road. — [1087, 2087, 1252, 2113]
edu-row-day: Monday — [1031, 997, 1070, 1010]
nfe-th: Age — [227, 1897, 247, 1908]
rhdt-field-sep: : — [1270, 1357, 1273, 1370]
